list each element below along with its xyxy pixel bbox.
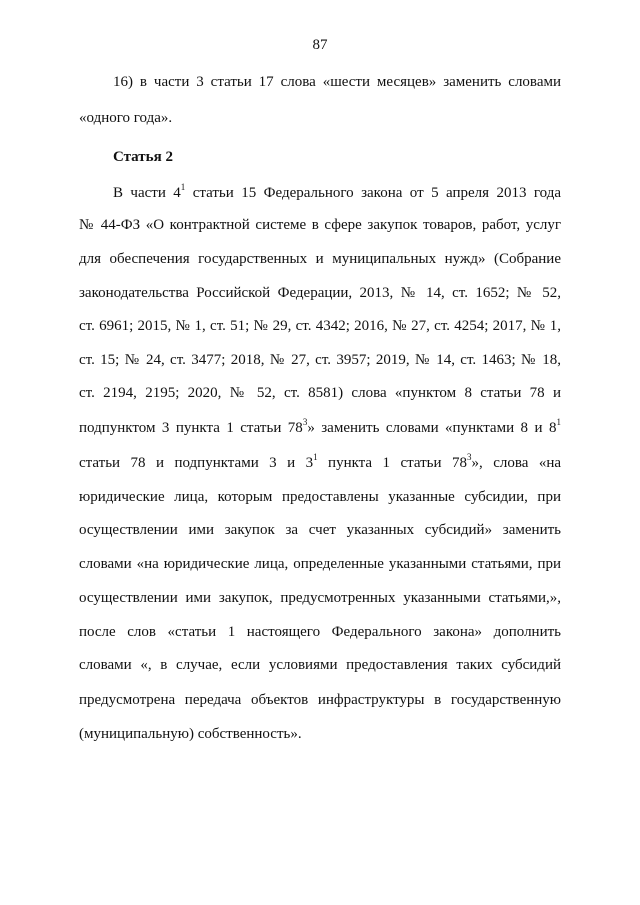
- body-line-16: предусмотрена передача объектов инфраструктуры в государственную: [79, 692, 561, 708]
- body-line-10: юридические лица, которым предоставлены указанные субсидии, при: [79, 489, 561, 505]
- body-line-9: статьи 78 и подпунктами 3 и $3^1$ пункта 1 статьи $78^3$», слова «на: [79, 452, 562, 471]
- body-line-15: словами «, в случае, если условиями предоставления таких субсидий: [79, 657, 561, 673]
- body-line-5: ст. 6961; 2015, № 1, ст. 51; № 29, ст. 4342; 2016, № 27, ст. 4254; 2017, № 1,: [79, 318, 561, 334]
- body-line-17: (муниципальную) собственность».: [79, 726, 302, 742]
- body-line-12: словами «на юридические лица, определенные указанными статьями, при: [79, 556, 561, 572]
- body-line-6: ст. 15; № 24, ст. 3477; 2018, № 27, ст. 3957; 2019, № 14, ст. 1463; № 18,: [79, 352, 561, 368]
- page-number: 87: [312, 37, 328, 53]
- para16-line-1: 16) в части 3 статьи 17 слова «шести месяцев» заменить словами: [113, 74, 561, 90]
- article-heading: Статья 2: [113, 149, 173, 165]
- body-line-4: законодательства Российской Федерации, 2013, № 14, ст. 1652; № 52,: [79, 285, 561, 301]
- para16-line-2: «одного года».: [79, 110, 173, 126]
- body-line-7: ст. 2194, 2195; 2020, № 52, ст. 8581) слова «пунктом 8 статьи 78 и: [79, 385, 561, 401]
- body-line-13: осуществлении ими закупок, предусмотренных указанными статьями,»,: [79, 590, 561, 606]
- body-line-14: после слов «статьи 1 настоящего Федерального закона» дополнить: [79, 624, 561, 640]
- body-line-2: № 44-ФЗ «О контрактной системе в сфере закупок товаров, работ, услуг: [79, 217, 561, 233]
- body-line-8: подпунктом 3 пункта 1 статьи $78^3$» заменить словами «пунктами 8 и $8^1$: [79, 417, 561, 436]
- body-line-3: для обеспечения государственных и муниципальных нужд» (Собрание: [79, 251, 561, 267]
- body-line-11: осуществлении ими закупок за счет указанных субсидий» заменить: [79, 522, 561, 538]
- body-line-1: В части $4^1$ статьи 15 Федерального закона от 5 апреля 2013 года: [113, 182, 561, 201]
